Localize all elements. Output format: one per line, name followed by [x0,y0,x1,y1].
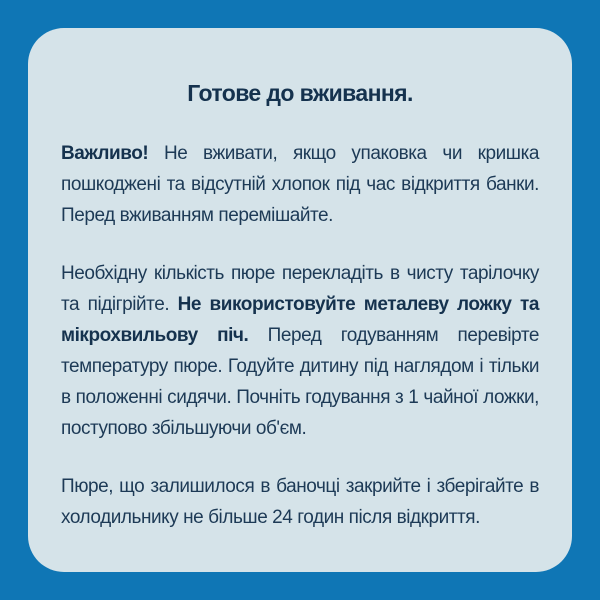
important-lead-text: Важливо! [61,143,149,164]
instruction-card [28,28,572,572]
important-body-text: Не вживати, якщо упаковка чи кришка пошкоджені та відсутній хлопок під час відкриття банки. Перед вживанням перемішайте. [61,143,539,226]
feeding-body-text: Перед годуванням перевірте температуру пюре. Годуйте дитину під наглядом і тільки в положенні сидячи. Почніть годування з 1 чайної ложки, поступово збільшуючи об'єм. [61,325,539,439]
feeding-intro-text: Необхідну кількість пюре перекладіть в чисту тарілочку та підігрійте. [61,263,539,315]
paragraph-important [61,138,539,231]
storage-text: Пюре, що залишилося в баночці закрийте і зберігайте в холодильнику не більше 24 годин після відкриття. [61,476,539,528]
feeding-warning-text: Не використовуйте металеву ложку та мікрохвильову піч. [61,294,539,346]
page-title: Готове до вживання. [187,80,413,106]
paragraph-storage [61,471,539,533]
paragraph-feeding-instructions [61,258,539,444]
